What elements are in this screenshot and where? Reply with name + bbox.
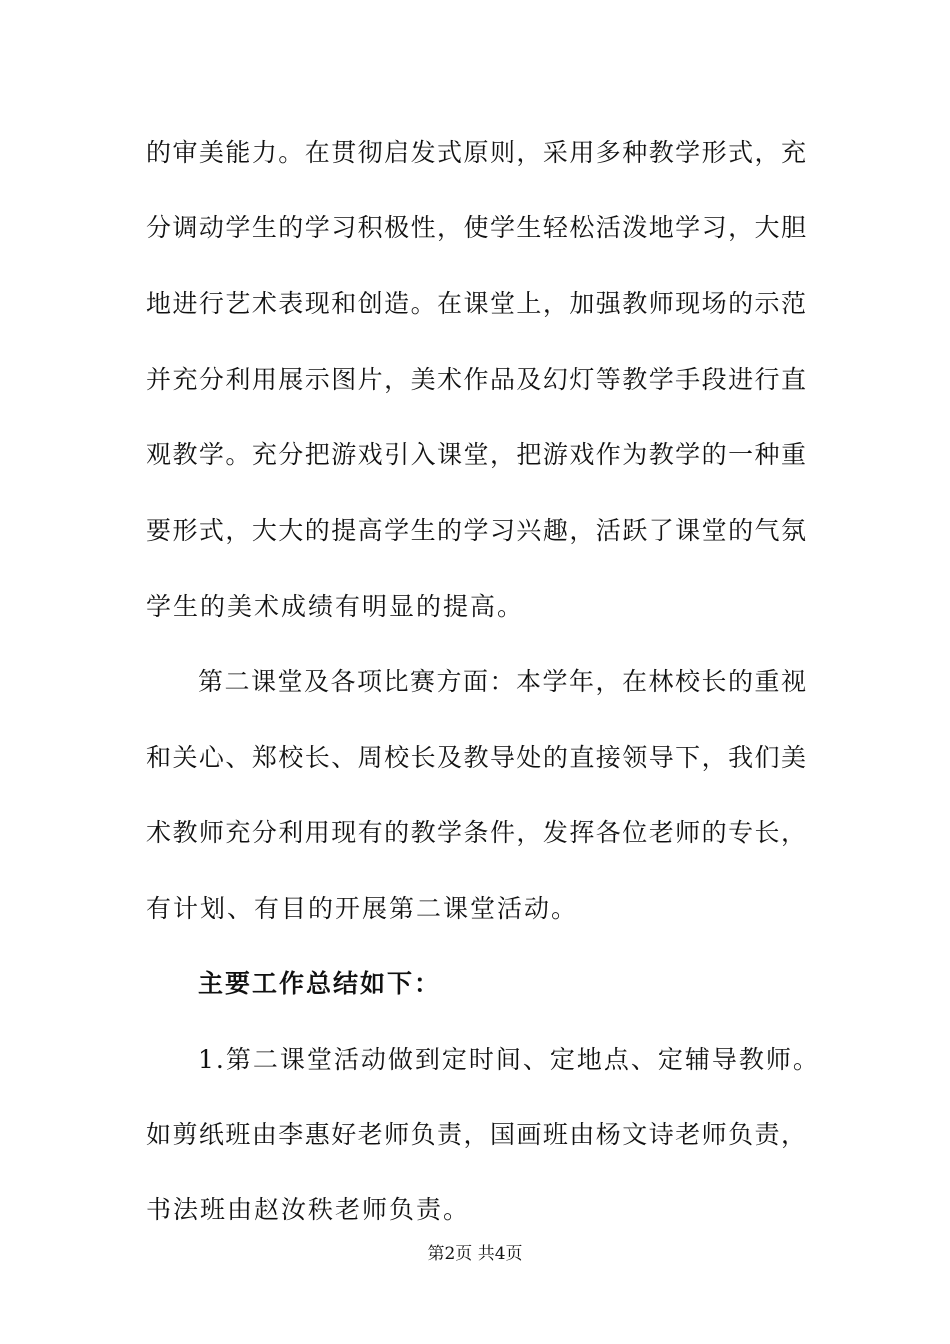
- paragraph-line: 第二课堂及各项比赛方面：本学年，在林校长的重视: [198, 667, 806, 696]
- paragraph-line: 地进行艺术表现和创造。在课堂上，加强教师现场的示范: [146, 289, 806, 318]
- paragraph-line: 和关心、郑校长、周校长及教导处的直接领导下，我们美: [146, 743, 806, 772]
- paragraph-line: 观教学。充分把游戏引入课堂，把游戏作为教学的一种重: [146, 440, 806, 469]
- paragraph-line: 并充分利用展示图片，美术作品及幻灯等教学手段进行直: [146, 365, 806, 394]
- paragraph-line: 如剪纸班由李惠好老师负责，国画班由杨文诗老师负责，: [146, 1120, 806, 1149]
- paragraph-line: 分调动学生的学习积极性，使学生轻松活泼地学习，大胆: [146, 213, 806, 242]
- paragraph-line: 学生的美术成绩有明显的提高。: [146, 592, 525, 621]
- paragraph-line: 要形式，大大的提高学生的学习兴趣，活跃了课堂的气氛: [146, 516, 806, 545]
- paragraph-line: 有计划、有目的开展第二课堂活动。: [146, 894, 579, 923]
- paragraph-line: 的审美能力。在贯彻启发式原则，采用多种教学形式，充: [146, 138, 806, 167]
- paragraph-line: 书法班由赵汝秩老师负责。: [146, 1195, 471, 1224]
- paragraph-line: 术教师充分利用现有的教学条件，发挥各位老师的专长，: [146, 818, 806, 847]
- section-heading: 主要工作总结如下：: [198, 969, 442, 998]
- page-number-footer: 第2页 共4页: [427, 1244, 523, 1264]
- list-item-line: 1.第二课堂活动做到定时间、定地点、定辅导教师。: [198, 1045, 820, 1074]
